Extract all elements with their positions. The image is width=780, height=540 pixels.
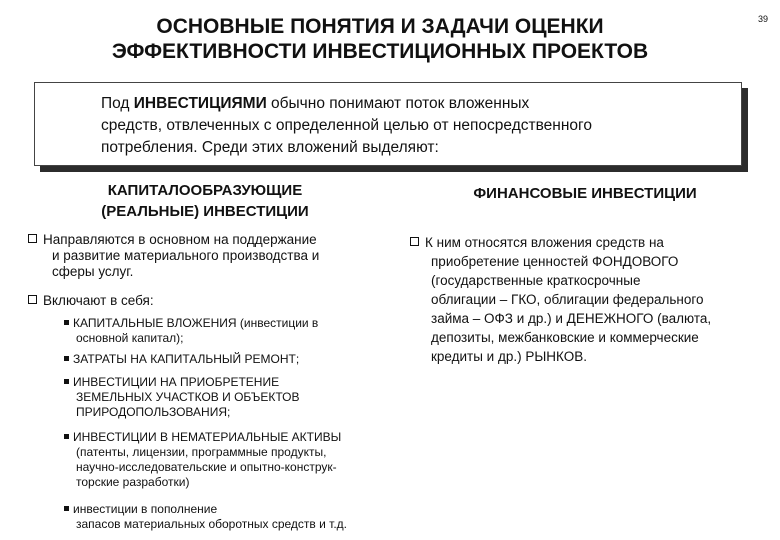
square-bullet-icon [64,356,69,361]
sub-item-text: (патенты, лицензии, программные продукты, [76,445,327,459]
bullet-text: (государственные краткосрочные [431,273,641,288]
slide-title-line: ЭФФЕКТИВНОСТИ ИНВЕСТИЦИОННЫХ ПРОЕКТОВ [111,40,649,63]
square-bullet-icon [64,379,69,384]
sub-item-text: торские разработки) [76,475,190,489]
definition-line: средств, отвлеченных с определенной целью от непосредственного [101,117,592,134]
bullet-text: приобретение ценностей ФОНДОВОГО [431,254,679,269]
sub-item-working-capital [64,502,347,532]
sub-item-text: запасов материальных оборотных средств и т.д. [76,517,348,531]
slide-title [40,14,720,64]
bullet-directed [28,232,319,280]
heading-line: (РЕАЛЬНЫЕ) ИНВЕСТИЦИИ [101,203,309,220]
definition-line [101,93,729,115]
sub-item-capital [64,316,318,346]
financial-investments-heading: ФИНАНСОВЫЕ ИНВЕСТИЦИИ [473,185,697,202]
sub-item-text: ИНВЕСТИЦИИ НА ПРИОБРЕТЕНИЕ [73,375,280,389]
sub-item-text: основной капитал); [76,331,184,345]
bullet-text: и развитие материального производства и [52,248,320,263]
sub-item-text: ИНВЕСТИЦИИ В НЕМАТЕРИАЛЬНЫЕ АКТИВЫ [73,430,342,444]
sub-item-text: инвестиции в пополнение [73,502,218,516]
definition-prefix: Под [101,95,134,112]
bullet-text: Направляются в основном на поддержание [43,232,317,247]
slide-title-line: ОСНОВНЫЕ ПОНЯТИЯ И ЗАДАЧИ ОЦЕНКИ [156,15,604,38]
heading-line: КАПИТАЛООБРАЗУЮЩИЕ [107,182,303,199]
square-bullet-icon [64,506,69,511]
sub-item-text: научно-исследовательские и опытно-конструк- [76,460,337,474]
bullet-text: Включают в себя: [43,293,154,308]
definition-line: потребления. Среди этих вложений выделяют: [101,139,439,156]
bullet-includes [28,293,154,309]
sub-item-land [64,375,300,420]
sub-item-text: ПРИРОДОПОЛЬЗОВАНИЯ; [76,405,231,419]
square-bullet-icon [64,434,69,439]
checkbox-bullet-icon [28,234,37,243]
definition-term: ИНВЕСТИЦИЯМИ [133,95,267,112]
sub-item-text: ЗАТРАТЫ НА КАПИТАЛЬНЫЙ РЕМОНТ; [73,352,300,366]
checkbox-bullet-icon [410,237,419,246]
sub-item-intangible [64,430,341,490]
bullet-text: кредиты и др.) РЫНКОВ. [431,349,588,364]
sub-item-repair [64,352,299,367]
real-investments-heading [40,180,370,222]
bullet-text: займа – ОФЗ и др.) и ДЕНЕЖНОГО (валюта, [431,311,712,326]
page-number: 39 [757,14,768,24]
definition-text: обычно понимают поток вложенных [266,95,530,112]
bullet-text: облигации – ГКО, облигации федерального [431,292,704,307]
sub-item-text: ЗЕМЕЛЬНЫХ УЧАСТКОВ И ОБЪЕКТОВ [76,390,300,404]
definition-box [34,82,742,166]
bullet-financial [410,233,711,366]
sub-item-text: КАПИТАЛЬНЫЕ ВЛОЖЕНИЯ (инвестиции в [73,316,319,330]
checkbox-bullet-icon [28,295,37,304]
square-bullet-icon [64,320,69,325]
bullet-text: К ним относятся вложения средств на [425,235,664,250]
bullet-text: сферы услуг. [52,264,134,279]
bullet-text: депозиты, межбанковские и коммерческие [431,330,699,345]
